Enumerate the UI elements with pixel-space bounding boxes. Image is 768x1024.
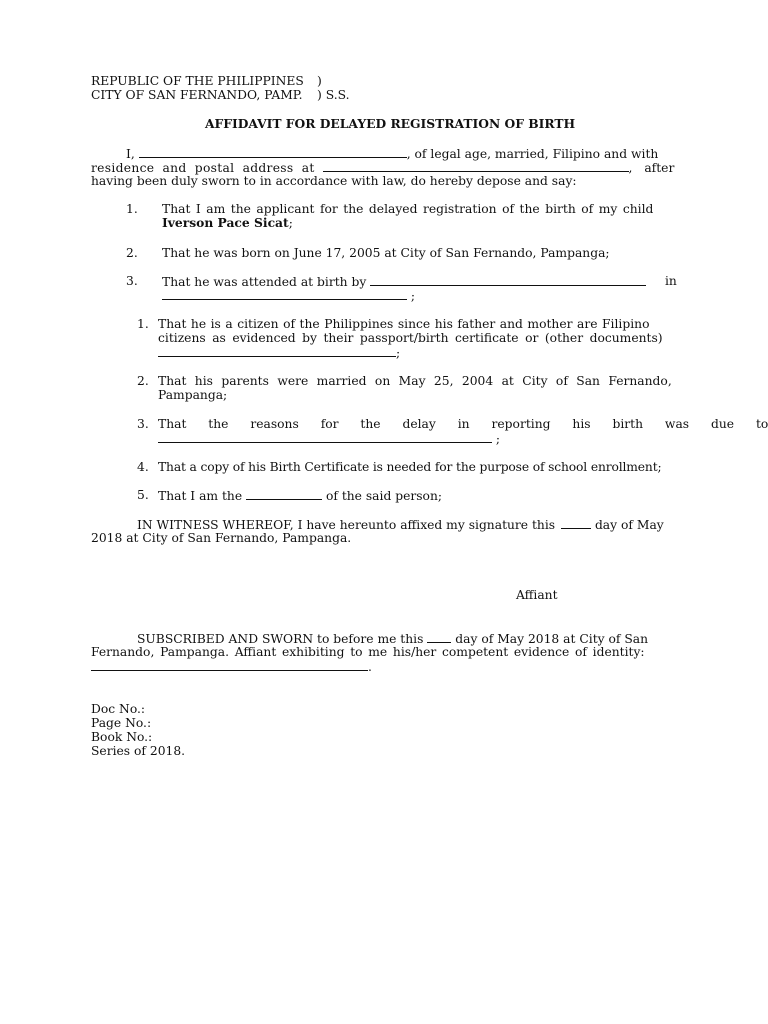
item2-3-line-2: [158, 431, 500, 446]
sworn-line-3: [91, 659, 372, 674]
sworn-text-b: day of May 2018 at City of San: [455, 632, 649, 646]
name-blank: [139, 146, 407, 158]
identity-blank: [91, 659, 368, 671]
intro-line-2: [91, 160, 678, 175]
item2-5-text-b: of the said person;: [325, 489, 443, 503]
intro-line-1: [126, 146, 658, 161]
item2-3-line-1: That the reasons for the delay in reporting his birth was due to: [158, 417, 768, 431]
intro-text-3: , after: [628, 161, 675, 175]
item2-1-semicolon: ;: [396, 346, 401, 360]
affiant-label: Affiant: [516, 588, 558, 602]
series: Series of 2018.: [91, 744, 186, 758]
sworn-text-a: SUBSCRIBED AND SWORN to before me this: [137, 632, 424, 646]
sworn-period: .: [368, 660, 372, 674]
item-2-text: That he was born on June 17, 2005 at City of San Fernando, Pampanga;: [162, 246, 610, 260]
intro-i: I,: [126, 147, 135, 161]
reason-blank: [158, 431, 492, 443]
documents-blank: [158, 345, 396, 357]
doc-no: Doc No.:: [91, 702, 146, 716]
header-ss: ) S.S.: [317, 88, 350, 102]
republic-label: REPUBLIC OF THE PHILIPPINES: [91, 74, 304, 88]
item2-4-text: That a copy of his Birth Certificate is needed for the purpose of school enrollment;: [158, 460, 662, 474]
relation-blank: [246, 488, 322, 500]
item2-5-text-a: That I am the: [158, 489, 243, 503]
book-no: Book No.:: [91, 730, 153, 744]
item2-4-number: 4.: [137, 460, 149, 474]
witness-text-b: day of May: [594, 518, 664, 532]
item-1-text: That I am the applicant for the delayed registration of the birth of my child: [162, 202, 654, 216]
witness-line-1: [137, 517, 664, 532]
item2-1-line-1: That he is a citizen of the Philippines since his father and mother are Filipino: [158, 317, 650, 331]
witness-line-2: 2018 at City of San Fernando, Pampanga.: [91, 531, 352, 545]
header-paren-1: ): [317, 74, 322, 88]
sworn-line-1: [137, 631, 648, 646]
day-blank: [561, 517, 591, 529]
place-blank: [162, 288, 407, 300]
item-1-number: 1.: [126, 202, 138, 216]
sworn-day-blank: [427, 631, 451, 643]
item-2-number: 2.: [126, 246, 138, 260]
intro-line-3: having been duly sworn to in accordance with law, do hereby depose and say:: [91, 174, 577, 188]
item-3-in: in: [665, 274, 677, 288]
document-title: AFFIDAVIT FOR DELAYED REGISTRATION OF BIRTH: [205, 116, 576, 131]
item-1-child-line: [162, 216, 293, 230]
intro-text-1: , of legal age, married, Filipino and with: [406, 147, 659, 161]
item-3-number: 3.: [126, 274, 138, 288]
item2-2-line-1: That his parents were married on May 25, 2004 at City of San Fernando,: [158, 374, 672, 388]
item2-3-number: 3.: [137, 417, 149, 431]
intro-text-2: residence and postal address at: [91, 161, 315, 175]
header-line-2: [91, 88, 303, 102]
item2-5-text: [158, 488, 442, 503]
item2-1-number: 1.: [137, 317, 149, 331]
witness-text-a: IN WITNESS WHEREOF, I have hereunto affixed my signature this: [137, 518, 556, 532]
item-3-semicolon: ;: [410, 289, 416, 303]
child-name: Iverson Pace Sicat: [162, 215, 289, 230]
item-3-line-1: [162, 274, 646, 289]
item-3-text: That he was attended at birth by: [162, 275, 367, 289]
item2-2-number: 2.: [137, 374, 149, 388]
item2-1-line-3: [158, 345, 400, 360]
item2-1-line-2: citizens as evidenced by their passport/birth certificate or (other documents): [158, 331, 663, 345]
page-no: Page No.:: [91, 716, 152, 730]
city-label: CITY OF SAN FERNANDO, PAMP.: [91, 88, 303, 102]
address-blank: [323, 160, 629, 172]
item2-5-number: 5.: [137, 488, 149, 502]
item-3-line-2: [162, 288, 415, 303]
item2-2-line-2: Pampanga;: [158, 388, 228, 402]
sworn-line-2: Fernando, Pampanga. Affiant exhibiting to me his/her competent evidence of identity:: [91, 645, 645, 659]
item-1-semicolon: ;: [288, 216, 293, 230]
header-line-1: [91, 74, 304, 88]
item2-3-semicolon: ;: [495, 432, 501, 446]
attendant-blank: [370, 274, 646, 286]
